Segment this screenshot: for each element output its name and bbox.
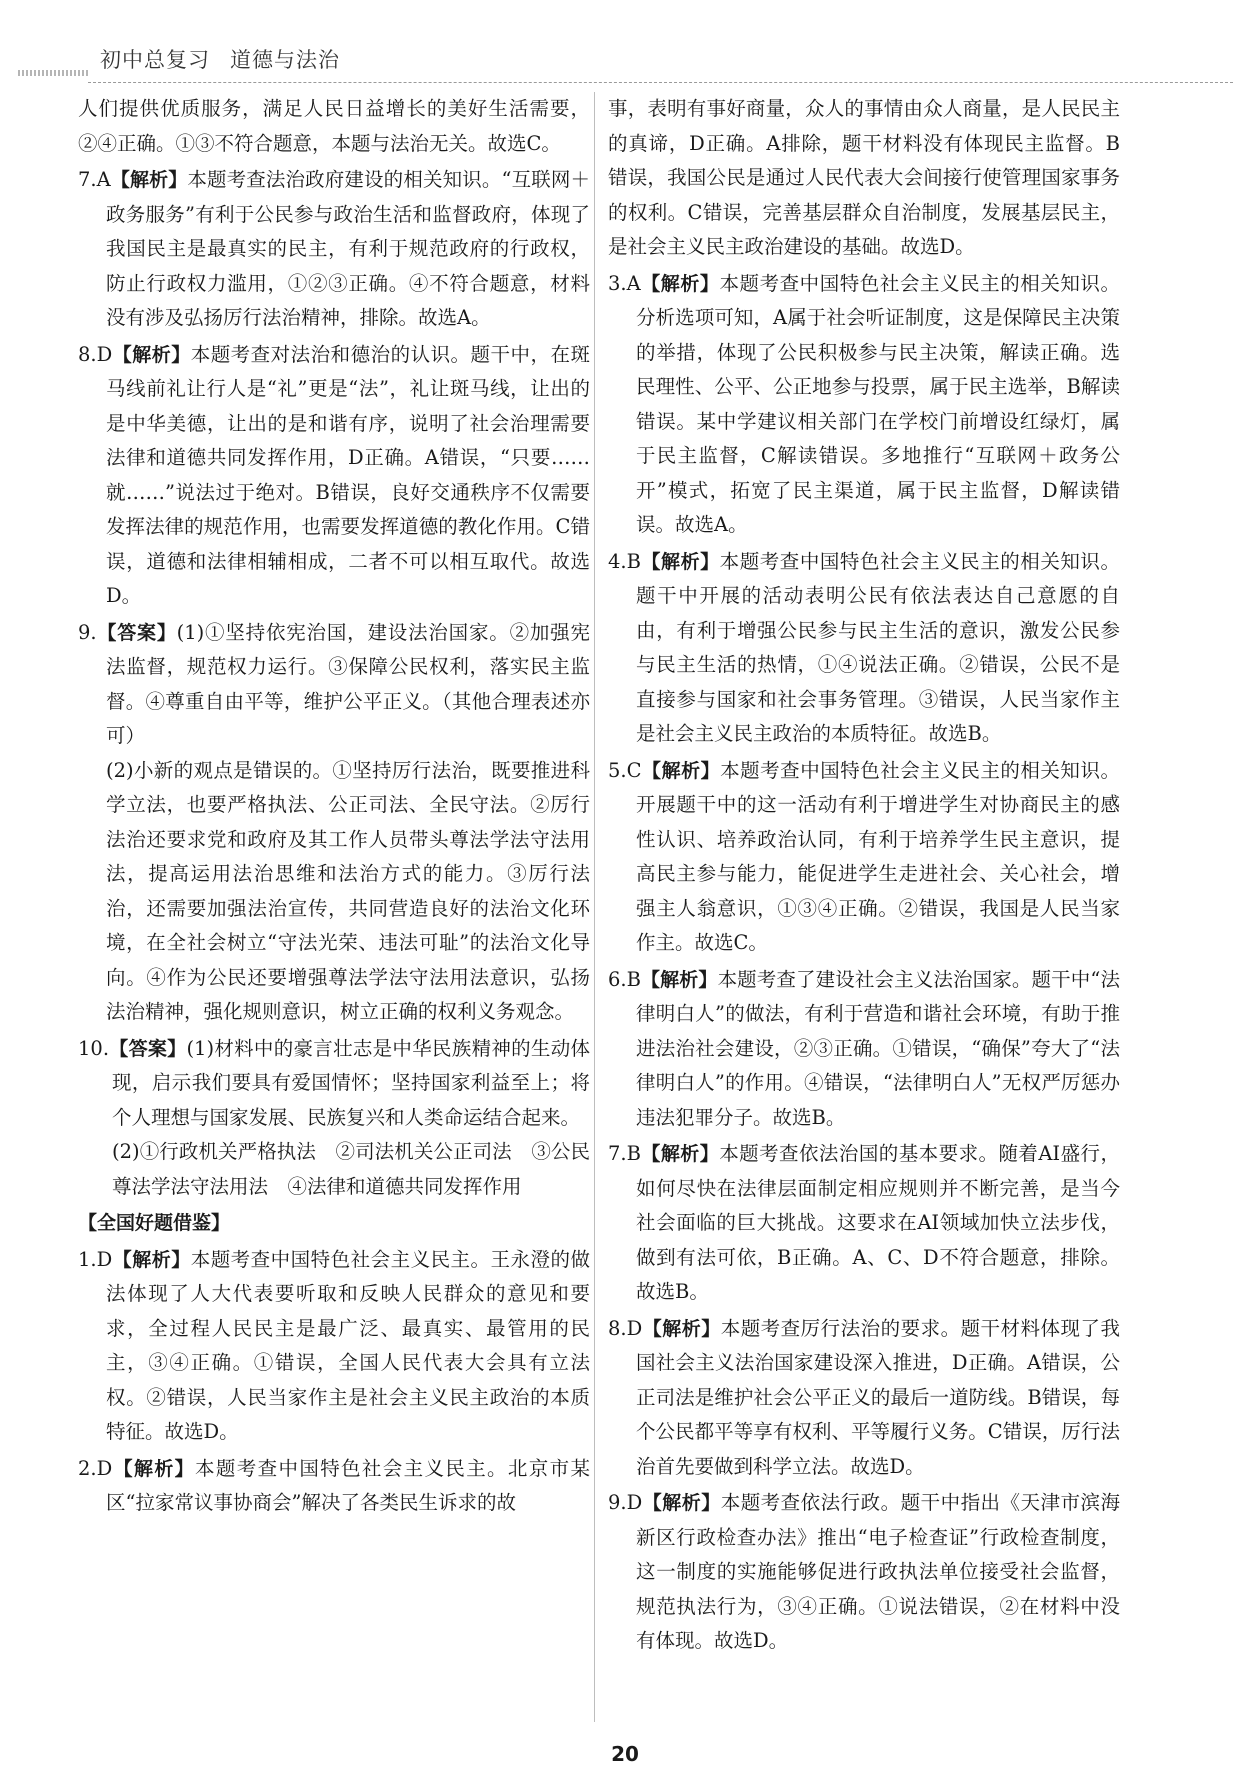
answer-item (608, 1312, 1120, 1485)
right-column (608, 92, 1120, 1661)
column-divider (594, 92, 595, 1722)
book-title: 初中总复习 (100, 48, 210, 72)
answer-text: (1)①坚持依宪治国，建设法治国家。②加强宪法监督，规范权力运行。③保障公民权利，落实民主监督。④尊重自由平等，维护公平正义。（其他合理表述亦可） (106, 620, 590, 747)
answer-text: (1)材料中的豪言壮志是中华民族精神的生动体现，启示我们要具有爱国情怀；坚持国家利益至上；将个人理想与国家发展、民族复兴和人类命运结合起来。 (112, 1036, 590, 1129)
answer-item (78, 616, 590, 1030)
answer-number: 6.B (608, 967, 641, 991)
answer-number: 5.C (608, 758, 642, 782)
answer-item (608, 963, 1120, 1136)
answer-number: 8.D (608, 1316, 643, 1340)
answer-mark: 【解析】 (112, 343, 191, 366)
answer-mark: 【解析】 (640, 272, 720, 295)
left-column (78, 92, 590, 1523)
answer-number: 2.D (78, 1456, 113, 1480)
answer-text: 本题考查中国特色社会主义民主。北京市某区“拉家常议事协商会”解决了各类民生诉求的故 (106, 1456, 590, 1514)
answer-item (608, 754, 1120, 961)
answer-mark: 【解析】 (110, 169, 188, 191)
answer-mark: 【解析】 (642, 1492, 721, 1514)
answer-number: 10. (78, 1036, 110, 1060)
answer-text: 人们提供优质服务，满足人民日益增长的美好生活需要，②④正确。①③不符合题意，本题与法治无关。故选C。 (78, 97, 590, 155)
answer-item (78, 92, 590, 161)
answer-item (608, 92, 1120, 265)
answer-number: 7.B (608, 1142, 641, 1165)
answer-item (608, 267, 1120, 543)
answer-text: 本题考查法治政府建设的相关知识。“互联网＋政务服务”有利于公民参与政治生活和监督政府，体现了我国民主是最真实的民主，有利于规范政府的行政权，防止行政权力滥用，①②③正确。④不符合题意，材料没有涉及弘扬厉行法治精神，排除。故选A。 (106, 168, 590, 329)
answer-mark: 【解析】 (112, 1457, 196, 1480)
answer-mark: 【解析】 (641, 759, 721, 782)
answer-number: 9.D (608, 1491, 643, 1514)
answer-item (608, 545, 1120, 752)
subject-title: 道德与法治 (230, 48, 340, 72)
answer-mark: 【答案】 (109, 1037, 187, 1060)
answer-item (608, 1137, 1120, 1310)
answer-item (608, 1486, 1120, 1659)
answer-number: 3.A (608, 271, 641, 295)
answer-number: 4.B (608, 549, 641, 573)
answer-text: 本题考查依法行政。题干中指出《天津市滨海新区行政检查办法》推出“电子检查证”行政检查制度，这一制度的实施能够促进行政执法单位接受社会监督，规范执法行为，③④正确。①说法错误，②在材料中没有体现。故选D。 (636, 1491, 1120, 1652)
answer-item (78, 1243, 590, 1450)
answer-item (78, 1452, 590, 1521)
section-title: 【全国好题借鉴】 (78, 1212, 231, 1234)
header-decoration (18, 70, 88, 76)
answer-mark: 【解析】 (640, 968, 718, 991)
answer-number: 1.D (78, 1247, 113, 1271)
answer-text: 事，表明有事好商量，众人的事情由众人商量，是人民民主的真谛，D正确。A排除，题干材料没有体现民主监督。B错误，我国公民是通过人民代表大会间接行使管理国家事务的权利。C错误，完善基层群众自治制度，发展基层民主，是社会主义民主政治建设的基础。故选D。 (608, 97, 1120, 258)
answer-item (78, 1032, 590, 1205)
page-header (18, 40, 1233, 84)
answer-mark: 【答案】 (96, 621, 177, 644)
header-rule (88, 82, 1233, 83)
answer-text: 本题考查中国特色社会主义民主的相关知识。分析选项可知，A属于社会听证制度，这是保障民主决策的举措，体现了公民积极参与民主决策，解读正确。选民理性、公平、公正地参与投票，属于民主选举，B解读错误。某中学建议相关部门在学校门前增设红绿灯，属于民主监督，C解读错误。多地推行“互联网＋政务公开”模式，拓宽了民主渠道，属于民主监督，D解读错误。故选A。 (636, 271, 1120, 536)
answer-mark: 【解析】 (642, 1317, 721, 1340)
answer-text: 本题考查了建设社会主义法治国家。题干中“法律明白人”的做法，有利于营造和谐社会环境，有助于推进法治社会建设，②③正确。①错误，“确保”夸大了“法律明白人”的作用。④错误，“法律明白人”无权严厉惩办违法犯罪分子。故选B。 (636, 967, 1120, 1129)
answer-number: 7.A (78, 168, 111, 191)
answer-number: 8.D (78, 342, 113, 366)
answer-subpart: (2)小新的观点是错误的。①坚持厉行法治，既要推进科学立法，也要严格执法、公正司法、全民守法。②厉行法治还要求党和政府及其工作人员带头尊法学法守法用法，提高运用法治思维和法治方式的能力。③厉行法治，还需要加强法治宣传，共同营造良好的法治文化环境，在全社会树立“守法光荣、违法可耻”的法治文化导向。④作为公民还要增强尊法学法守法用法意识，弘扬法治精神，强化规则意识，树立正确的权利义务观念。 (106, 758, 590, 1023)
answer-text: 本题考查厉行法治的要求。题干材料体现了我国社会主义法治国家建设深入推进，D正确。A错误，公正司法是维护社会公平正义的最后一道防线。B错误，每个公民都平等享有权利、平等履行义务。C错误，厉行法治首先要做到科学立法。故选D。 (636, 1316, 1120, 1478)
answer-mark: 【解析】 (640, 1143, 720, 1165)
answer-item (78, 338, 590, 614)
answer-text: 本题考查中国特色社会主义民主的相关知识。题干中开展的活动表明公民有依法表达自己意愿的自由，有利于增强公民参与民主生活的意识，激发公民参与民主生活的热情，①④说法正确。②错误，公民不是直接参与国家和社会事务管理。③错误，人民当家作主是社会主义民主政治的本质特征。故选B。 (636, 549, 1120, 745)
answer-mark: 【解析】 (112, 1248, 191, 1271)
answer-text: 本题考查依法治国的基本要求。随着AI盛行，如何尽快在法律层面制定相应规则并不断完善，是当今社会面临的巨大挑战。这要求在AI领域加快立法步伐，做到有法可依，B正确。A、C、D不符合题意，排除。故选B。 (636, 1142, 1120, 1303)
answer-text: 本题考查中国特色社会主义民主的相关知识。开展题干中的这一活动有利于增进学生对协商民主的感性认识、培养政治认同，有利于培养学生民主意识，提高民主参与能力，能促进学生走进社会、关心社会，增强主人翁意识，①③④正确。②错误，我国是人民当家作主。故选C。 (636, 758, 1120, 954)
answer-mark: 【解析】 (640, 550, 720, 573)
answer-text: 本题考查中国特色社会主义民主。王永澄的做法体现了人大代表要听取和反映人民群众的意见和要求，全过程人民民主是最广泛、最真实、最管用的民主，③④正确。①错误，全国人民代表大会具有立法权。②错误，人民当家作主是社会主义民主政治的本质特征。故选D。 (106, 1247, 590, 1443)
answer-text: 本题考查对法治和德治的认识。题干中，在斑马线前礼让行人是“礼”更是“法”，礼让斑马线，让出的是中华美德，让出的是和谐有序，说明了社会治理需要法律和道德共同发挥作用，D正确。A错误，“只要……就……”说法过于绝对。B错误，良好交通秩序不仅需要发挥法律的规范作用，也需要发挥道德的教化作用。C错误，道德和法律相辅相成，二者不可以相互取代。故选D。 (106, 342, 590, 607)
answer-subpart: (2)①行政机关严格执法 ②司法机关公正司法 ③公民尊法学法守法用法 ④法律和道德共同发挥作用 (112, 1140, 590, 1198)
header-title (100, 44, 360, 74)
page-number: 20 (611, 1742, 639, 1766)
answer-item (78, 163, 590, 336)
answer-number: 9. (78, 620, 97, 644)
